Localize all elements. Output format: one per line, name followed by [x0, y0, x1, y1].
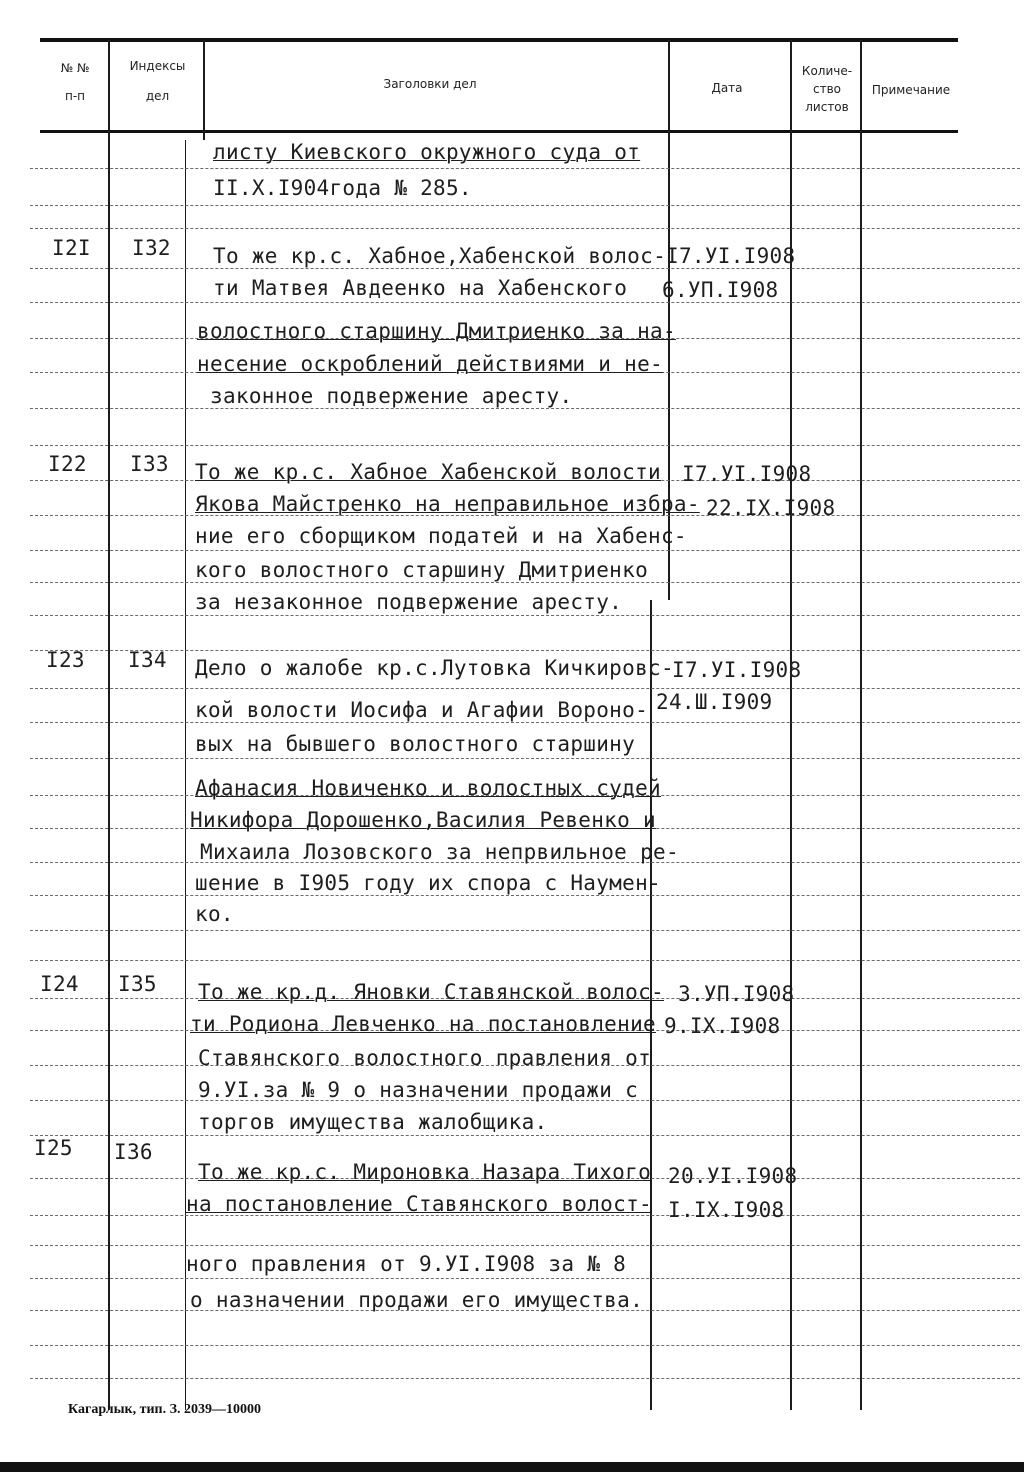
- entry-line: шение в I905 году их спора с Наумен-: [195, 871, 661, 895]
- ledger-rule-line: [30, 688, 1020, 689]
- entry-index: I35: [118, 972, 157, 996]
- header-note-label: Примечание: [871, 83, 951, 97]
- entry-line: То же кр.д. Яновки Ставянской волос-: [198, 980, 664, 1004]
- ledger-rule-line: [30, 205, 1020, 206]
- entry-line: Якова Майстренко на неправильное избра-: [195, 492, 700, 516]
- entry-line: вых на бывшего волостного старшину: [195, 732, 636, 756]
- entry-line: ко.: [195, 902, 234, 926]
- header-count-label-3: листов: [805, 100, 849, 114]
- entry-line: Ставянского волостного правления от: [198, 1046, 652, 1070]
- scan-edge-band: [0, 1462, 1024, 1472]
- entry-date-start: I7.УI.I908: [672, 658, 802, 682]
- ledger-rule-line: [30, 550, 1020, 551]
- entry-number: I2I: [52, 236, 91, 260]
- entry-number: I25: [34, 1136, 73, 1160]
- ledger-rule-line: [30, 1345, 1020, 1346]
- entry-line: Афанасия Новиченко и волостных судей: [195, 776, 661, 800]
- entry-line: торгов имущества жалобщика.: [198, 1110, 548, 1134]
- ledger-rule-line: [30, 615, 1020, 616]
- entry-line: волостного старшину Дмитриенко за на-: [197, 319, 676, 343]
- ledger-rule-line: [30, 582, 1020, 583]
- entry-index: I32: [132, 236, 171, 260]
- ledger-rule-line: [30, 1378, 1020, 1379]
- continuation-line-2: II.X.I904года № 285.: [213, 176, 472, 200]
- entry-line: Дело о жалобе кр.с.Лутовка Кичкировс-: [195, 656, 674, 680]
- entry-date-end: I.IX.I908: [668, 1198, 785, 1222]
- column-divider-7: [860, 40, 862, 1410]
- entry-index: I34: [128, 648, 167, 672]
- entry-line: То же кр.с. Мироновка Назара Тихого: [198, 1160, 652, 1184]
- ledger-rule-line: [30, 895, 1020, 896]
- header-date-label: Дата: [711, 81, 743, 95]
- ledger-rule-line: [30, 1135, 1020, 1136]
- entry-line: ного правления от 9.УI.I908 за № 8: [186, 1252, 627, 1276]
- entry-line: законное подвержение аресту.: [210, 384, 573, 408]
- ledger-rule-line: [30, 960, 1020, 961]
- entry-line: Никифора Дорошенко,Василия Ревенко и: [190, 808, 656, 832]
- entry-date-start: 20.УI.I908: [668, 1164, 798, 1188]
- entry-index: I33: [130, 452, 169, 476]
- entry-date-end: 9.IX.I908: [664, 1014, 781, 1038]
- entry-date-end: 22.IX.I908: [706, 496, 836, 520]
- ledger-rule-line: [30, 650, 1020, 651]
- top-rule: [40, 38, 958, 42]
- entry-date-start: I7.УI.I908: [682, 462, 812, 486]
- header-note: [862, 80, 960, 100]
- printer-imprint: Кагарлык, тип. З. 2039—10000: [68, 1402, 262, 1417]
- header-index-label-2: дел: [145, 89, 170, 103]
- continuation-line-1: листу Киевского окружного суда от: [213, 140, 641, 164]
- ledger-rule-line: [30, 1278, 1020, 1279]
- entry-line: кого волостного старшину Дмитриенко: [195, 558, 649, 582]
- column-divider-1: [108, 40, 110, 1410]
- entry-number: I23: [46, 648, 85, 672]
- header-num-label-2: п-п: [64, 89, 86, 103]
- header-count-label-1: Количе-: [801, 64, 853, 78]
- header-count-label-2: ство: [812, 82, 841, 96]
- header-num: [40, 58, 110, 106]
- entry-line: То же кр.с. Хабное,Хабенской волос-: [213, 244, 667, 268]
- header-rule: [40, 130, 958, 133]
- header-index-label-1: Индексы: [129, 59, 186, 73]
- entry-line: ние его сборщиком податей и на Хабенс-: [195, 524, 687, 548]
- entry-line: ти Родиона Левченко на постановление: [190, 1012, 656, 1036]
- entry-number: I24: [40, 972, 79, 996]
- ledger-rule-line: [30, 168, 1020, 169]
- ledger-rule-line: [30, 930, 1020, 931]
- ledger-rule-line: [30, 1245, 1020, 1246]
- ledger-rule-line: [30, 722, 1020, 723]
- entry-line: на постановление Ставянского волост-: [186, 1192, 652, 1216]
- entry-line: несение оскроблений действиями и не-: [197, 352, 663, 376]
- header-title: [300, 74, 560, 94]
- entry-line: Михаила Лозовского за непрвильное ре-: [200, 840, 679, 864]
- entry-line: 9.УI.за № 9 о назначении продажи с: [198, 1078, 639, 1102]
- entry-line: о назначении продажи его имущества.: [190, 1288, 644, 1312]
- ledger-rule-line: [30, 758, 1020, 759]
- entry-line: кой волости Иосифа и Агафии Вороно-: [195, 698, 649, 722]
- header-index: [110, 56, 205, 106]
- ledger-rule-line: [30, 268, 1020, 269]
- entry-line: То же кр.с. Хабное Хабенской волости: [195, 460, 661, 484]
- header-title-label: Заголовки дел: [383, 77, 477, 91]
- ledger-rule-line: [30, 228, 1020, 229]
- entry-date-start: 3.УП.I908: [678, 982, 795, 1006]
- entry-date-end: 24.Ш.I909: [656, 690, 773, 714]
- entry-line: за незаконное подвержение аресту.: [195, 590, 623, 614]
- entry-date-end: 6.УП.I908: [662, 278, 779, 302]
- entry-date-start: I7.УI.I908: [666, 244, 796, 268]
- ledger-rule-line: [30, 445, 1020, 446]
- header-num-label-1: № №: [60, 61, 90, 75]
- column-divider-3: [185, 140, 186, 1410]
- header-date: [672, 78, 782, 98]
- ledger-rule-line: [30, 302, 1020, 303]
- entry-line: ти Матвея Авдеенко на Хабенского: [213, 276, 628, 300]
- column-divider-2: [203, 40, 205, 140]
- entry-index: I36: [114, 1140, 153, 1164]
- header-count: [791, 62, 863, 116]
- entry-number: I22: [48, 452, 87, 476]
- ledger-rule-line: [30, 408, 1020, 409]
